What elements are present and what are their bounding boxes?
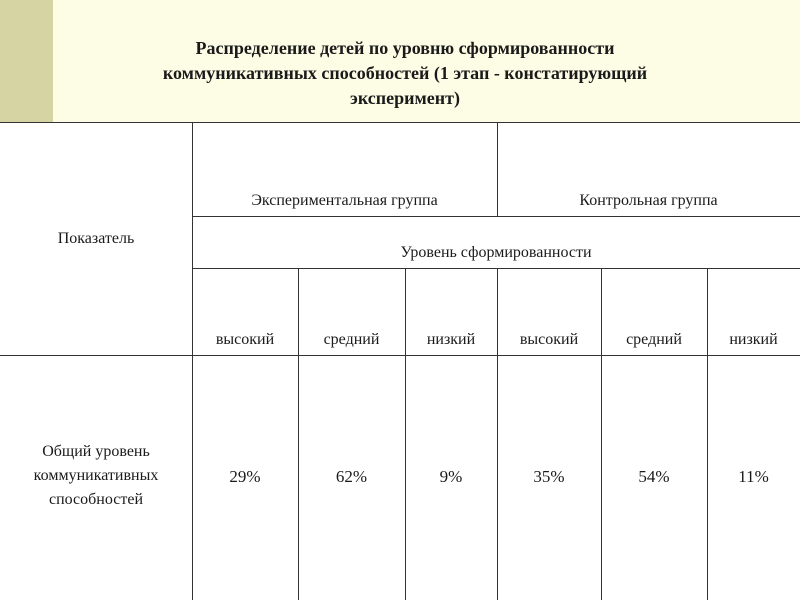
level-control-high: высокий [519,331,579,348]
value-control-medium: 54% [638,467,670,486]
level-experimental-high: высокий [215,331,275,348]
value-control-low: 11% [738,467,769,486]
level-header: Уровень сформированности [400,244,592,261]
level-control-medium: средний [626,331,682,348]
level-control-low: низкий [729,331,778,348]
table-line-header-bottom [0,355,800,356]
table-line-col2 [298,268,299,600]
value-experimental-low: 9% [439,467,463,486]
row-label-line-2: коммуникативных [33,467,159,484]
table-line-col3 [405,268,406,600]
row-label [0,440,192,512]
title-line-1: Распределение детей по уровню сформированности [195,38,615,58]
title-line-2: коммуникативных способностей (1 этап - констатирующий [162,63,648,83]
indicator-header: Показатель [57,230,135,247]
experimental-group-header: Экспериментальная группа [251,192,438,209]
value-experimental-medium: 62% [335,467,368,486]
slide-title [60,36,750,111]
value-control-high: 35% [533,467,565,486]
table-line-groups [192,216,800,217]
decorative-side-bar [0,0,53,122]
value-experimental-high: 29% [229,467,261,486]
table-line-col6 [707,268,708,600]
control-group-header: Контрольная группа [579,192,718,209]
row-label-line-1: Общий уровень [42,443,150,460]
table-border-top [0,122,800,123]
level-experimental-medium: средний [323,331,380,348]
results-table [0,122,800,600]
row-label-line-3: способностей [48,491,144,508]
title-line-3: эксперимент) [350,88,460,108]
table-line-col4 [497,268,498,600]
table-line-col5 [601,268,602,600]
level-experimental-low: низкий [426,331,476,348]
table-line-level [192,268,800,269]
